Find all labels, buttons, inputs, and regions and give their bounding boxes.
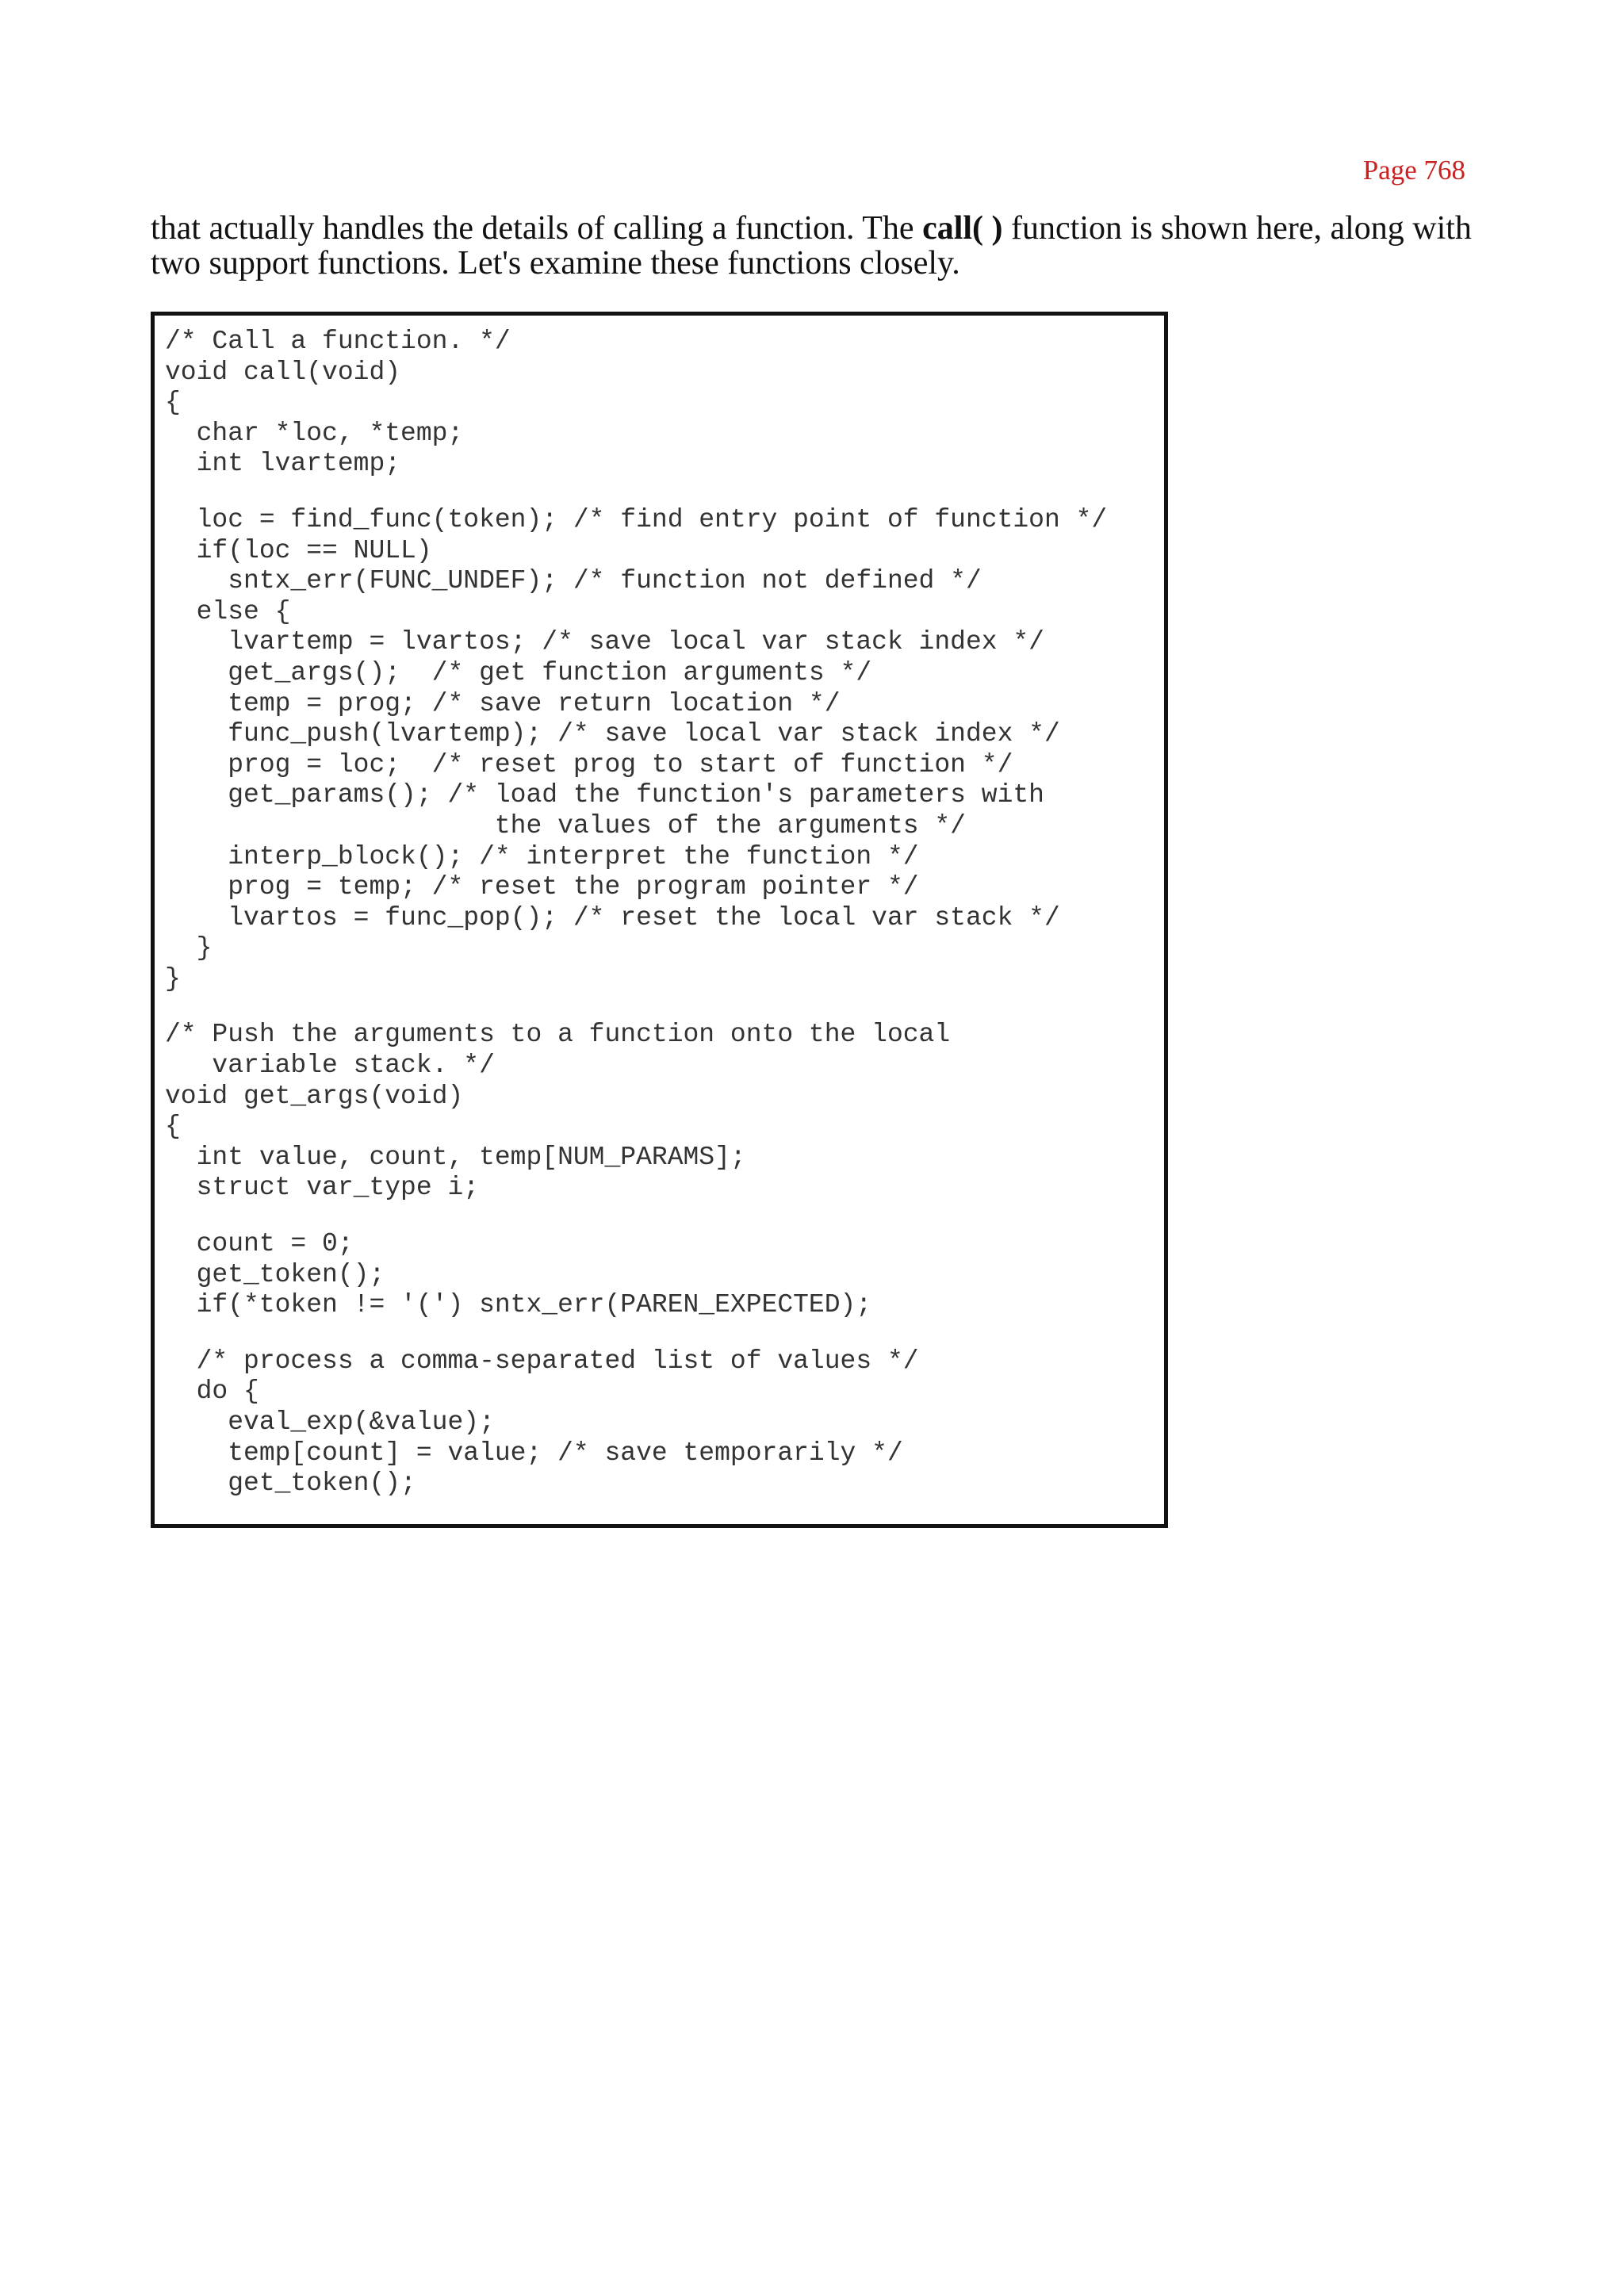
code-line: /* process a comma-separated list of values */ — [165, 1346, 919, 1376]
code-line: lvartos = func_pop(); /* reset the local var stack */ — [165, 902, 1060, 933]
code-line: else { — [165, 596, 291, 626]
code-line: variable stack. */ — [165, 1051, 495, 1081]
code-line: get_params(); /* load the function's parameters with — [165, 780, 1044, 810]
code-line: int value, count, temp[NUM_PARAMS]; — [165, 1142, 746, 1172]
code-line: temp = prog; /* save return location */ — [165, 688, 841, 718]
code-listing — [155, 316, 1164, 1499]
code-line: get_args(); /* get function arguments */ — [165, 657, 872, 687]
code-line: { — [165, 1112, 181, 1142]
code-line: /* Push the arguments to a function onto the local — [165, 1020, 951, 1050]
code-line: func_push(lvartemp); /* save local var stack index */ — [165, 719, 1060, 749]
code-listing-box — [151, 312, 1168, 1528]
code-line: sntx_err(FUNC_UNDEF); /* function not defined */ — [165, 566, 982, 596]
code-line: if(*token != '(') sntx_err(PAREN_EXPECTED); — [165, 1290, 872, 1320]
code-line — [165, 994, 1164, 1020]
code-line: if(loc == NULL) — [165, 535, 432, 565]
code-line: get_token(); — [165, 1259, 385, 1289]
code-line: int lvartemp; — [165, 449, 401, 479]
code-line: prog = loc; /* reset prog to start of function */ — [165, 749, 1013, 779]
code-line: get_token(); — [165, 1469, 416, 1499]
code-line: interp_block(); /* interpret the function */ — [165, 841, 919, 871]
code-line: } — [165, 963, 181, 994]
page-number: Page 768 — [1362, 155, 1465, 186]
code-line: eval_exp(&value); — [165, 1407, 495, 1437]
code-line: lvartemp = lvartos; /* save local var stack index */ — [165, 627, 1044, 657]
code-line: /* Call a function. */ — [165, 327, 511, 356]
intro-text-after: function is shown here, along with two support functions. Let's examine these functions closely. — [151, 210, 1472, 281]
code-line: } — [165, 933, 213, 963]
code-line: temp[count] = value; /* save temporarily */ — [165, 1438, 903, 1468]
code-line: void get_args(void) — [165, 1081, 464, 1111]
code-line: void call(void) — [165, 357, 401, 387]
code-line: char *loc, *temp; — [165, 418, 464, 448]
code-line: count = 0; — [165, 1229, 354, 1259]
code-line: the values of the arguments */ — [165, 810, 966, 841]
intro-text-before: that actually handles the details of calling a function. The — [151, 210, 923, 247]
code-line: { — [165, 388, 181, 418]
code-line: loc = find_func(token); /* find entry point of function */ — [165, 504, 1108, 534]
intro-paragraph — [151, 211, 1483, 281]
code-line — [165, 1204, 1164, 1229]
code-line: do { — [165, 1377, 259, 1407]
intro-bold-term: call( ) — [922, 210, 1003, 247]
code-line: prog = temp; /* reset the program pointer */ — [165, 872, 919, 902]
code-line — [165, 1321, 1164, 1346]
code-line — [165, 480, 1164, 505]
code-line: struct var_type i; — [165, 1173, 480, 1203]
